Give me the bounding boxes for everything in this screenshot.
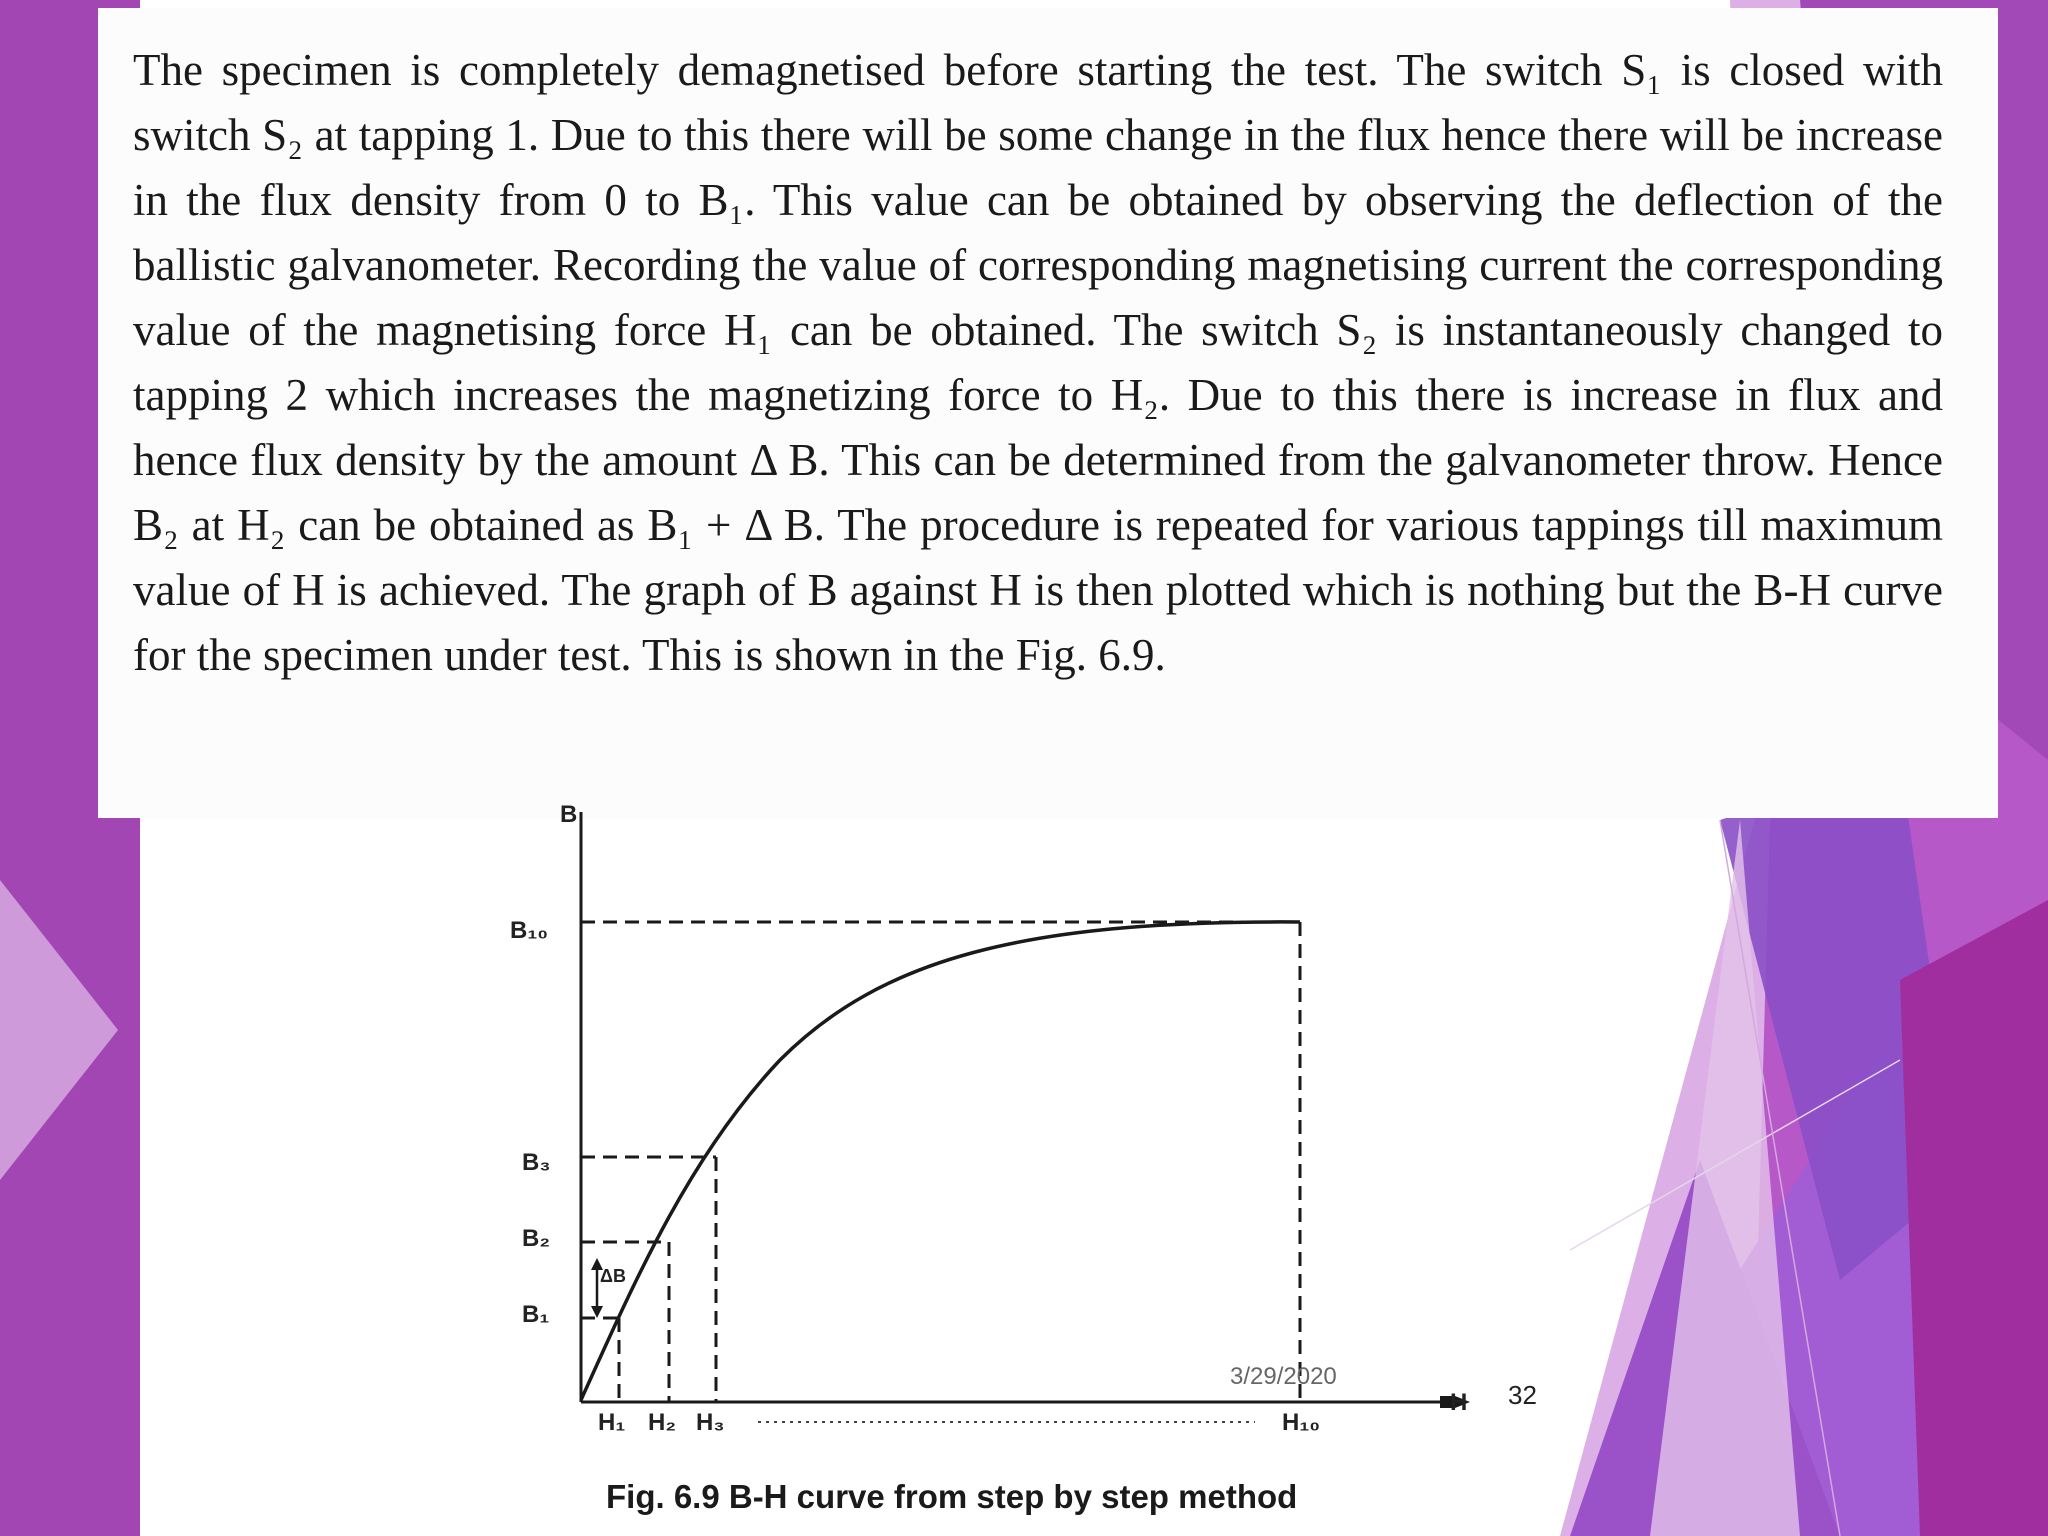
delta-b-label: ΔB	[600, 1266, 626, 1286]
slide-date: 3/29/2020	[1230, 1363, 1337, 1390]
paragraph-text: The specimen is completely demagnetised before starting the test. The switch S₁ is closed with switch S₂ at tapping 1. Due to this there will be some change in the flux hence there will be increase in the flux density from 0 to B₁. This value can be obtained by observing the deflection of the ballistic galvanometer. Recording the value of corresponding magnetising current the corresponding value of the magnetising force H₁ can be obtained. The switch S₂ is instantaneously changed to tapping 2 which increases the magnetizing force to H₂. Due to this there is increase in flux and hence flux density by the amount Δ B. This can be determined from the galvanometer throw. Hence B₂ at H₂ can be obtained as B₁ + Δ B. The procedure is repeated for various tappings till maximum value of H is achieved. The graph of B against H is then plotted which is nothing but the B-H curve for the specimen under test. This is shown in the Fig. 6.9.	[133, 45, 1943, 680]
slide-number: 32	[1508, 1380, 1537, 1410]
y-tick-b3: B₃	[522, 1149, 551, 1176]
x-tick-h10: H₁₀	[1282, 1409, 1321, 1436]
y-axis-label: B	[560, 801, 578, 828]
x-tick-h3: H₃	[696, 1409, 725, 1436]
x-axis-label: H	[1450, 1389, 1468, 1416]
figure-caption: Fig. 6.9 B-H curve from step by step method	[606, 1478, 1298, 1515]
x-tick-h1: H₁	[598, 1409, 626, 1436]
y-tick-b1: B₁	[522, 1301, 550, 1328]
y-tick-b2: B₂	[522, 1225, 550, 1252]
bh-curve	[581, 911, 1300, 1402]
y-tick-b10: B₁₀	[510, 917, 549, 944]
x-tick-h2: H₂	[648, 1409, 676, 1436]
bh-curve-line	[581, 922, 1300, 1400]
delta-b-arrow-down	[591, 1306, 603, 1318]
